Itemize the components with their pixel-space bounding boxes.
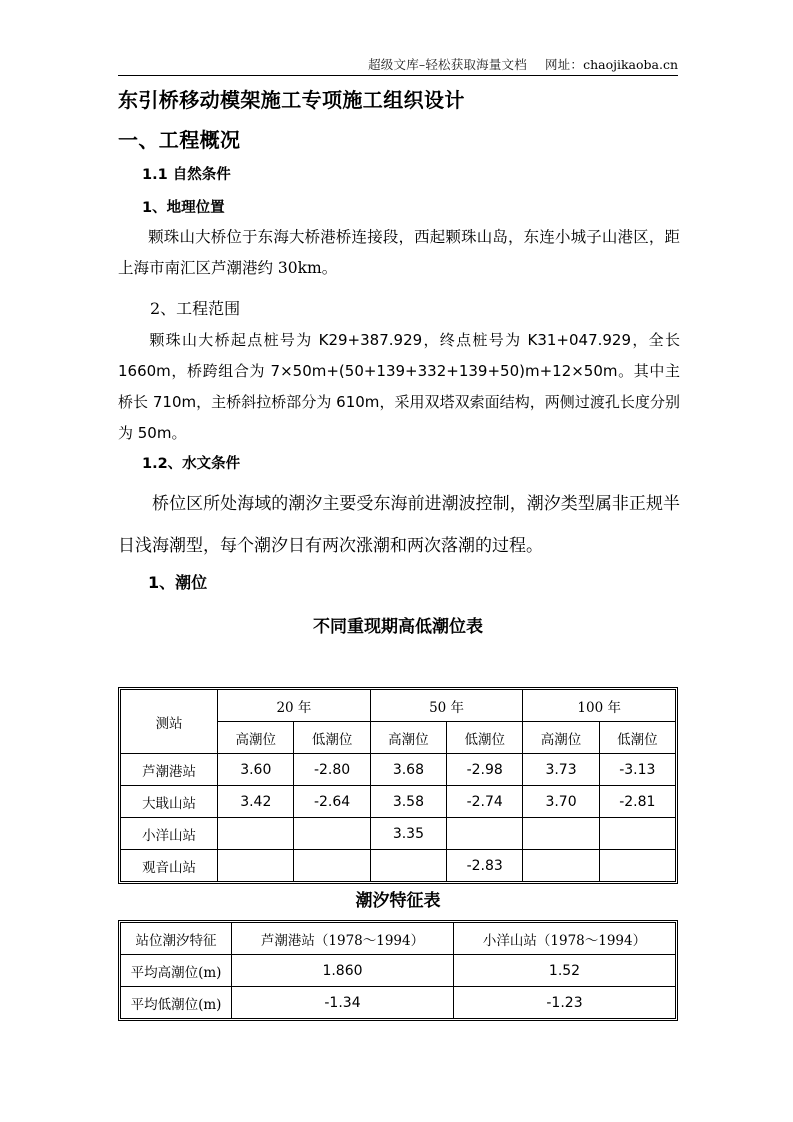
- page-title: 东引桥移动模架施工专项施工组织设计: [118, 88, 465, 112]
- table-row: [121, 818, 676, 850]
- header-cell-period-50: 50 年: [370, 690, 523, 722]
- tide-level-table: [120, 689, 676, 882]
- tide-feature-table: [120, 922, 676, 1019]
- tide-feature-table-caption: 潮汐特征表: [355, 891, 441, 911]
- tide-feature-table-container: [118, 920, 678, 1021]
- running-header: [118, 54, 678, 76]
- header-cell-period-20: 20 年: [218, 690, 371, 722]
- header-cell-period-100: 100 年: [523, 690, 676, 722]
- header-cell-high-100: 高潮位: [523, 722, 599, 754]
- cell-station-name: 小洋山站: [121, 818, 218, 850]
- paragraph-hydrology: [118, 483, 680, 567]
- header-cell-feature: 站位潮汐特征: [121, 923, 232, 955]
- table-row: [121, 754, 676, 786]
- table-header-row-top: [121, 690, 676, 722]
- table-row: [121, 987, 676, 1019]
- cell-value: 3.42: [218, 786, 294, 818]
- cell-value: -2.74: [447, 786, 523, 818]
- paragraph-scope: [118, 325, 680, 449]
- cell-value: 3.35: [370, 818, 446, 850]
- cell-value: [218, 818, 294, 850]
- cell-value: 1.52: [454, 955, 676, 987]
- table-row: [121, 786, 676, 818]
- paragraph-geography-text: 颗珠山大桥位于东海大桥港桥连接段，西起颗珠山岛，东连小城子山港区，距上海市南汇区芦潮港约 30km。: [118, 228, 680, 277]
- header-cell-low-100: 低潮位: [599, 722, 675, 754]
- cell-value: 3.68: [370, 754, 446, 786]
- subsection-heading-1-1: 1.1 自然条件: [142, 167, 231, 183]
- tide-level-table-container: [118, 687, 678, 884]
- header-cell-high-20: 高潮位: [218, 722, 294, 754]
- cell-station-name: 大戢山站: [121, 786, 218, 818]
- header-cell-station: 测站: [121, 690, 218, 754]
- cell-value: [523, 818, 599, 850]
- cell-value: [294, 850, 370, 882]
- cell-value: -1.23: [454, 987, 676, 1019]
- item-heading-geography: 1、地理位置: [142, 200, 225, 216]
- cell-value: 1.860: [232, 955, 454, 987]
- header-cell-low-20: 低潮位: [294, 722, 370, 754]
- paragraph-scope-text: 颗珠山大桥起点桩号为 K29+387.929，终点桩号为 K31+047.929，全长 1660m，桥跨组合为 7×50m+(50+139+332+139+50)m+12×50m。其中主桥长 710m，主桥斜拉桥部分为 610m，采用双塔双索面结构，两侧过渡孔长度分别为 50m。: [118, 331, 680, 442]
- cell-feature-label: 平均低潮位(m): [121, 987, 232, 1019]
- cell-value: [218, 850, 294, 882]
- cell-value: -2.98: [447, 754, 523, 786]
- header-url-link[interactable]: chaojikaoba.cn: [583, 57, 678, 72]
- item-heading-tide-level: 1、潮位: [148, 573, 208, 592]
- section-heading-1: 一、工程概况: [118, 128, 241, 152]
- cell-value: -1.34: [232, 987, 454, 1019]
- table-row: [121, 850, 676, 882]
- cell-feature-label: 平均高潮位(m): [121, 955, 232, 987]
- cell-value: [599, 818, 675, 850]
- cell-value: 3.60: [218, 754, 294, 786]
- cell-value: [294, 818, 370, 850]
- header-brand: 超级文库–轻松获取海量文档: [368, 57, 527, 72]
- item-heading-scope: 2、工程范围: [150, 299, 241, 318]
- subsection-heading-1-2: 1.2、水文条件: [142, 456, 241, 472]
- cell-station-name: 芦潮港站: [121, 754, 218, 786]
- paragraph-geography: [118, 222, 680, 284]
- cell-value: -2.64: [294, 786, 370, 818]
- cell-value: -2.83: [447, 850, 523, 882]
- table-header-row: [121, 923, 676, 955]
- tide-level-table-caption: 不同重现期高低潮位表: [313, 617, 483, 637]
- header-url-label: 网址：: [544, 57, 584, 72]
- cell-value: [447, 818, 523, 850]
- header-cell-low-50: 低潮位: [447, 722, 523, 754]
- cell-value: [370, 850, 446, 882]
- table-row: [121, 955, 676, 987]
- header-cell-xiaoyangshan: 小洋山站（1978～1994）: [454, 923, 676, 955]
- cell-value: [523, 850, 599, 882]
- header-cell-high-50: 高潮位: [370, 722, 446, 754]
- cell-value: 3.73: [523, 754, 599, 786]
- cell-value: -2.80: [294, 754, 370, 786]
- cell-value: -3.13: [599, 754, 675, 786]
- paragraph-hydrology-text: 桥位区所处海域的潮汐主要受东海前进潮波控制，潮汐类型属非正规半日浅海潮型，每个潮汐日有两次涨潮和两次落潮的过程。: [118, 494, 680, 556]
- cell-value: -2.81: [599, 786, 675, 818]
- cell-value: [599, 850, 675, 882]
- cell-value: 3.58: [370, 786, 446, 818]
- cell-value: 3.70: [523, 786, 599, 818]
- header-cell-luchaogang: 芦潮港站（1978～1994）: [232, 923, 454, 955]
- cell-station-name: 观音山站: [121, 850, 218, 882]
